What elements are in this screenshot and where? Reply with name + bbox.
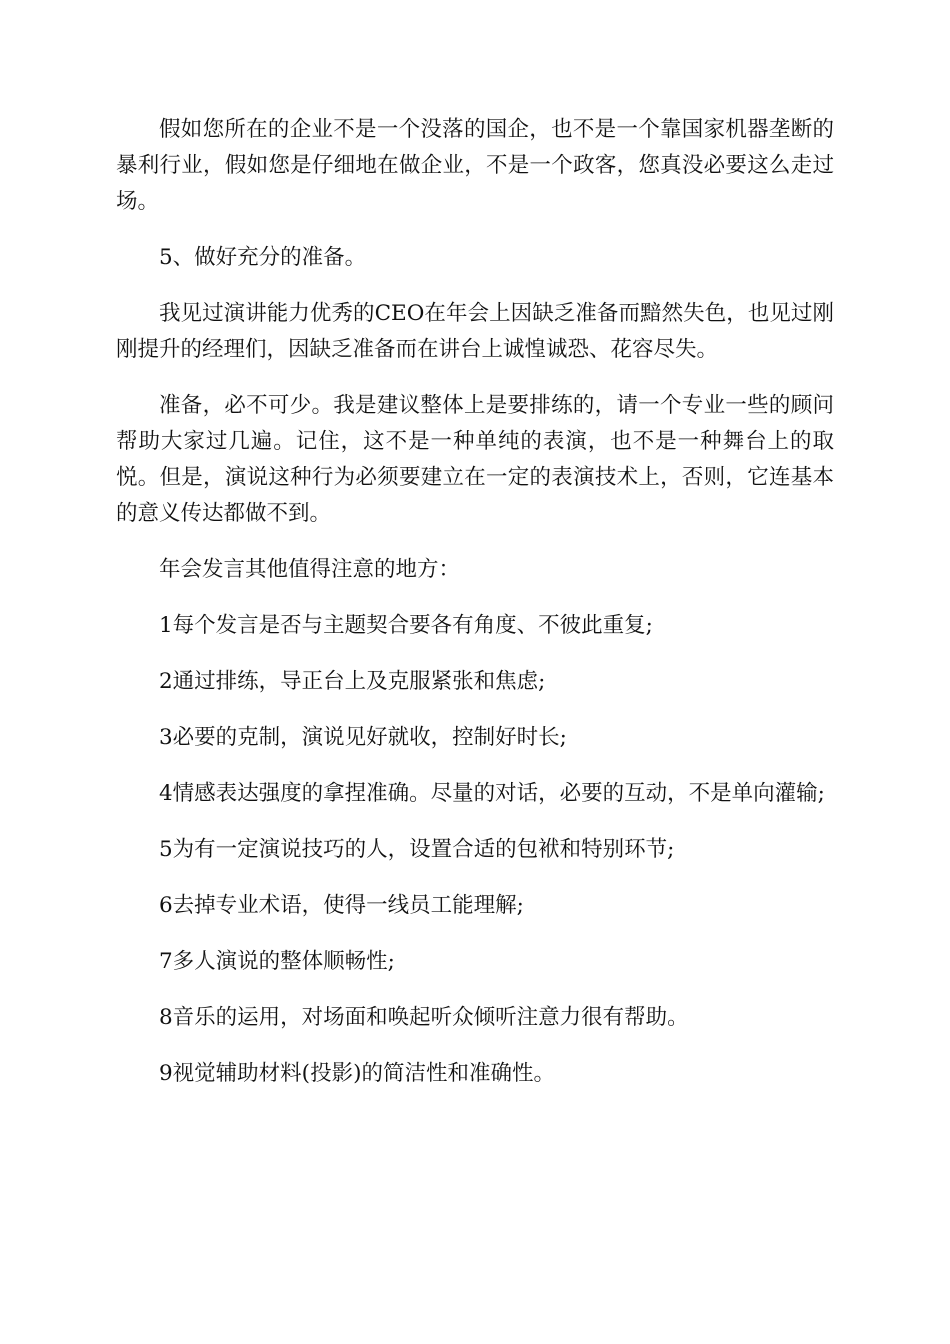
list-item-6: 6去掉专业术语，使得一线员工能理解; [159, 893, 524, 918]
list-item-2: 2通过排练，导正台上及克服紧张和焦虑; [159, 669, 546, 694]
paragraph-ceo-example: 我见过演讲能力优秀的CEO在年会上因缺乏准备而黯然失色，也见过刚刚提升的经理们，因缺乏准备而在讲台上诚惶诚恐、花容尽失。 [116, 301, 834, 362]
paragraph-rehearsal: 准备，必不可少。我是建议整体上是要排练的，请一个专业一些的顾问帮助大家过几遍。记住，这不是一种单纯的表演，也不是一种舞台上的取悦。但是，演说这种行为必须要建立在一定的表演技术上，否则，它连基本的意义传达都做不到。 [116, 393, 834, 526]
list-item-8: 8音乐的运用，对场面和唤起听众倾听注意力很有帮助。 [159, 1005, 689, 1030]
section-heading-preparation: 5、做好充分的准备。 [159, 245, 367, 270]
list-item-9: 9视觉辅助材料(投影)的简洁性和准确性。 [159, 1061, 555, 1086]
list-item-4: 4情感表达强度的拿捏准确。尽量的对话，必要的互动，不是单向灌输; [159, 781, 825, 806]
document-body [116, 112, 834, 1112]
list-item-3: 3必要的克制，演说见好就收，控制好时长; [159, 725, 567, 750]
list-item-7: 7多人演说的整体顺畅性; [159, 949, 395, 974]
list-intro: 年会发言其他值得注意的地方： [159, 557, 461, 582]
paragraph-intro: 假如您所在的企业不是一个没落的国企，也不是一个靠国家机器垄断的暴利行业，假如您是仔细地在做企业，不是一个政客，您真没必要这么走过场。 [116, 117, 834, 214]
list-item-5: 5为有一定演说技巧的人，设置合适的包袱和特别环节; [159, 837, 675, 862]
list-item-1: 1每个发言是否与主题契合要各有角度、不彼此重复; [159, 613, 653, 638]
